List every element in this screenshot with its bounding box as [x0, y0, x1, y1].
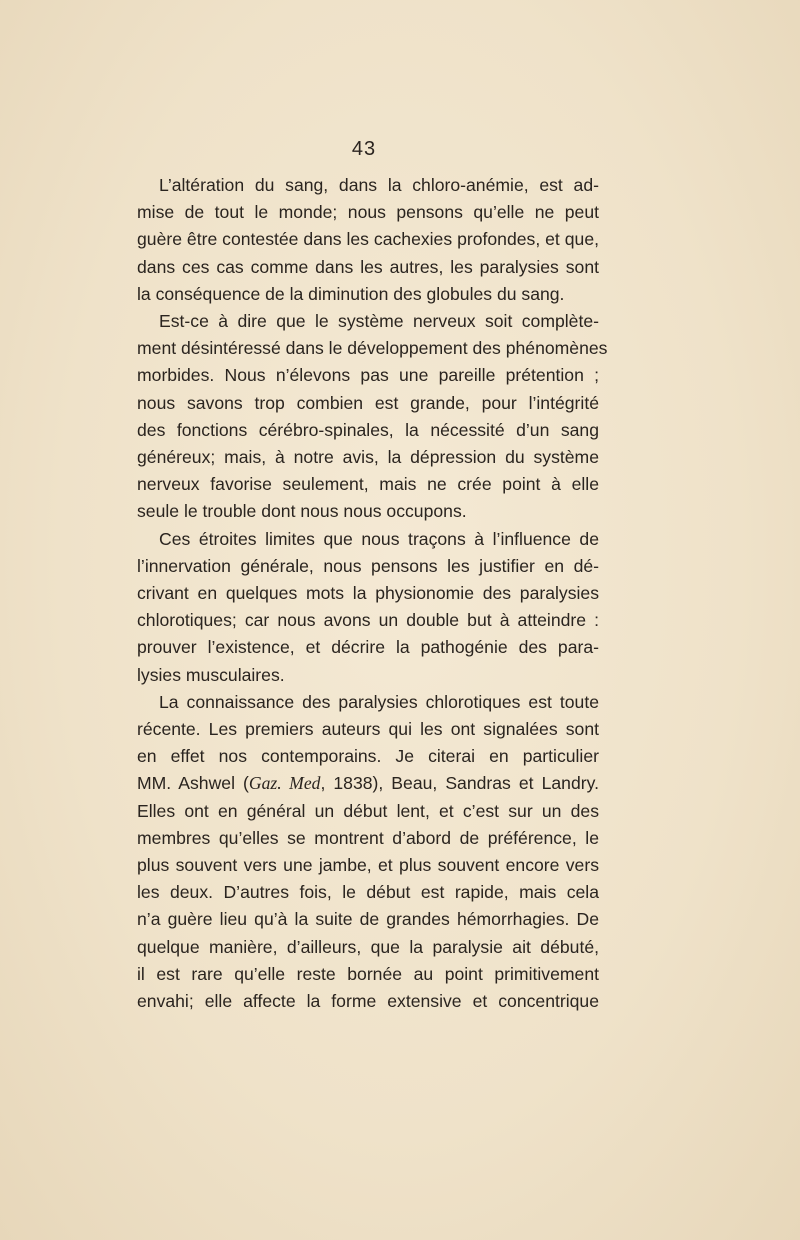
text-line: L’altération du sang, dans la chloro-anémie, est ad-: [159, 175, 599, 195]
text-line: quelque manière, d’ailleurs, que la paralysie ait débuté,: [137, 936, 599, 957]
text-line: généreux; mais, à notre avis, la dépression du système: [137, 447, 599, 468]
text-line: crivant en quelques mots la physionomie des paralysies: [137, 583, 599, 604]
text-line: la conséquence de la diminution des globules du sang.: [137, 283, 565, 304]
text-line: Elles ont en général un début lent, et c’est sur un des: [137, 800, 599, 821]
text-line: chlorotiques; car nous avons un double but à atteindre :: [137, 610, 599, 631]
text-line: des fonctions cérébro-spinales, la nécessité d’un sang: [137, 419, 599, 440]
text-line: morbides. Nous n’élevons pas une pareille prétention ;: [137, 365, 599, 386]
paragraph-3: [137, 526, 599, 689]
text-line: plus souvent vers une jambe, et plus souvent encore vers: [137, 855, 599, 876]
text-line: prouver l’existence, et décrire la pathogénie des para-: [137, 637, 599, 658]
text-line: ment désintéressé dans le développement des phénomènes: [137, 338, 608, 359]
text-line: Est-ce à dire que le système nerveux soit complète-: [159, 311, 599, 332]
paragraph-1: [137, 172, 599, 308]
text-line: membres qu’elles se montrent d’abord de préférence, le: [137, 827, 599, 848]
text-line: les deux. D’autres fois, le début est rapide, mais cela: [137, 882, 599, 903]
text-line: l’innervation générale, nous pensons les justifier en dé-: [137, 555, 599, 576]
text-line: La connaissance des paralysies chlorotiques est toute: [159, 691, 599, 712]
citation-line: [137, 770, 599, 797]
text-line: guère être contestée dans les cachexies profondes, et que,: [137, 229, 599, 250]
body-text: [137, 172, 608, 1015]
text-line: nerveux favorise seulement, mais ne crée point à elle: [137, 474, 599, 495]
text-line: Ces étroites limites que nous traçons à l’influence de: [159, 528, 599, 549]
text-line: il est rare qu’elle reste bornée au point primitivement: [137, 963, 599, 984]
text-line: en effet nos contemporains. Je citerai en particulier: [137, 746, 599, 767]
text-line: n’a guère lieu qu’à la suite de grandes hémorrhagies. De: [137, 909, 599, 930]
text-line: dans ces cas comme dans les autres, les paralysies sont: [137, 256, 599, 277]
paragraph-4: [137, 689, 599, 1015]
text-line: mise de tout le monde; nous pensons qu’elle ne peut: [137, 202, 599, 223]
citation-suffix: , 1838), Beau, Sandras et Landry.: [320, 773, 599, 794]
text-line: récente. Les premiers auteurs qui les ont signalées sont: [137, 719, 599, 740]
journal-title: Gaz. Med: [248, 773, 321, 794]
citation-prefix: MM. Ashwel (: [137, 773, 249, 794]
text-line: envahi; elle affecte la forme extensive et concentrique: [137, 991, 599, 1012]
text-line: seule le trouble dont nous nous occupons.: [137, 501, 467, 522]
page-number: 43: [351, 138, 377, 160]
text-line: nous savons trop combien est grande, pour l’intégrité: [137, 392, 599, 413]
text-line: lysies musculaires.: [137, 664, 285, 685]
paragraph-2: [137, 308, 608, 526]
